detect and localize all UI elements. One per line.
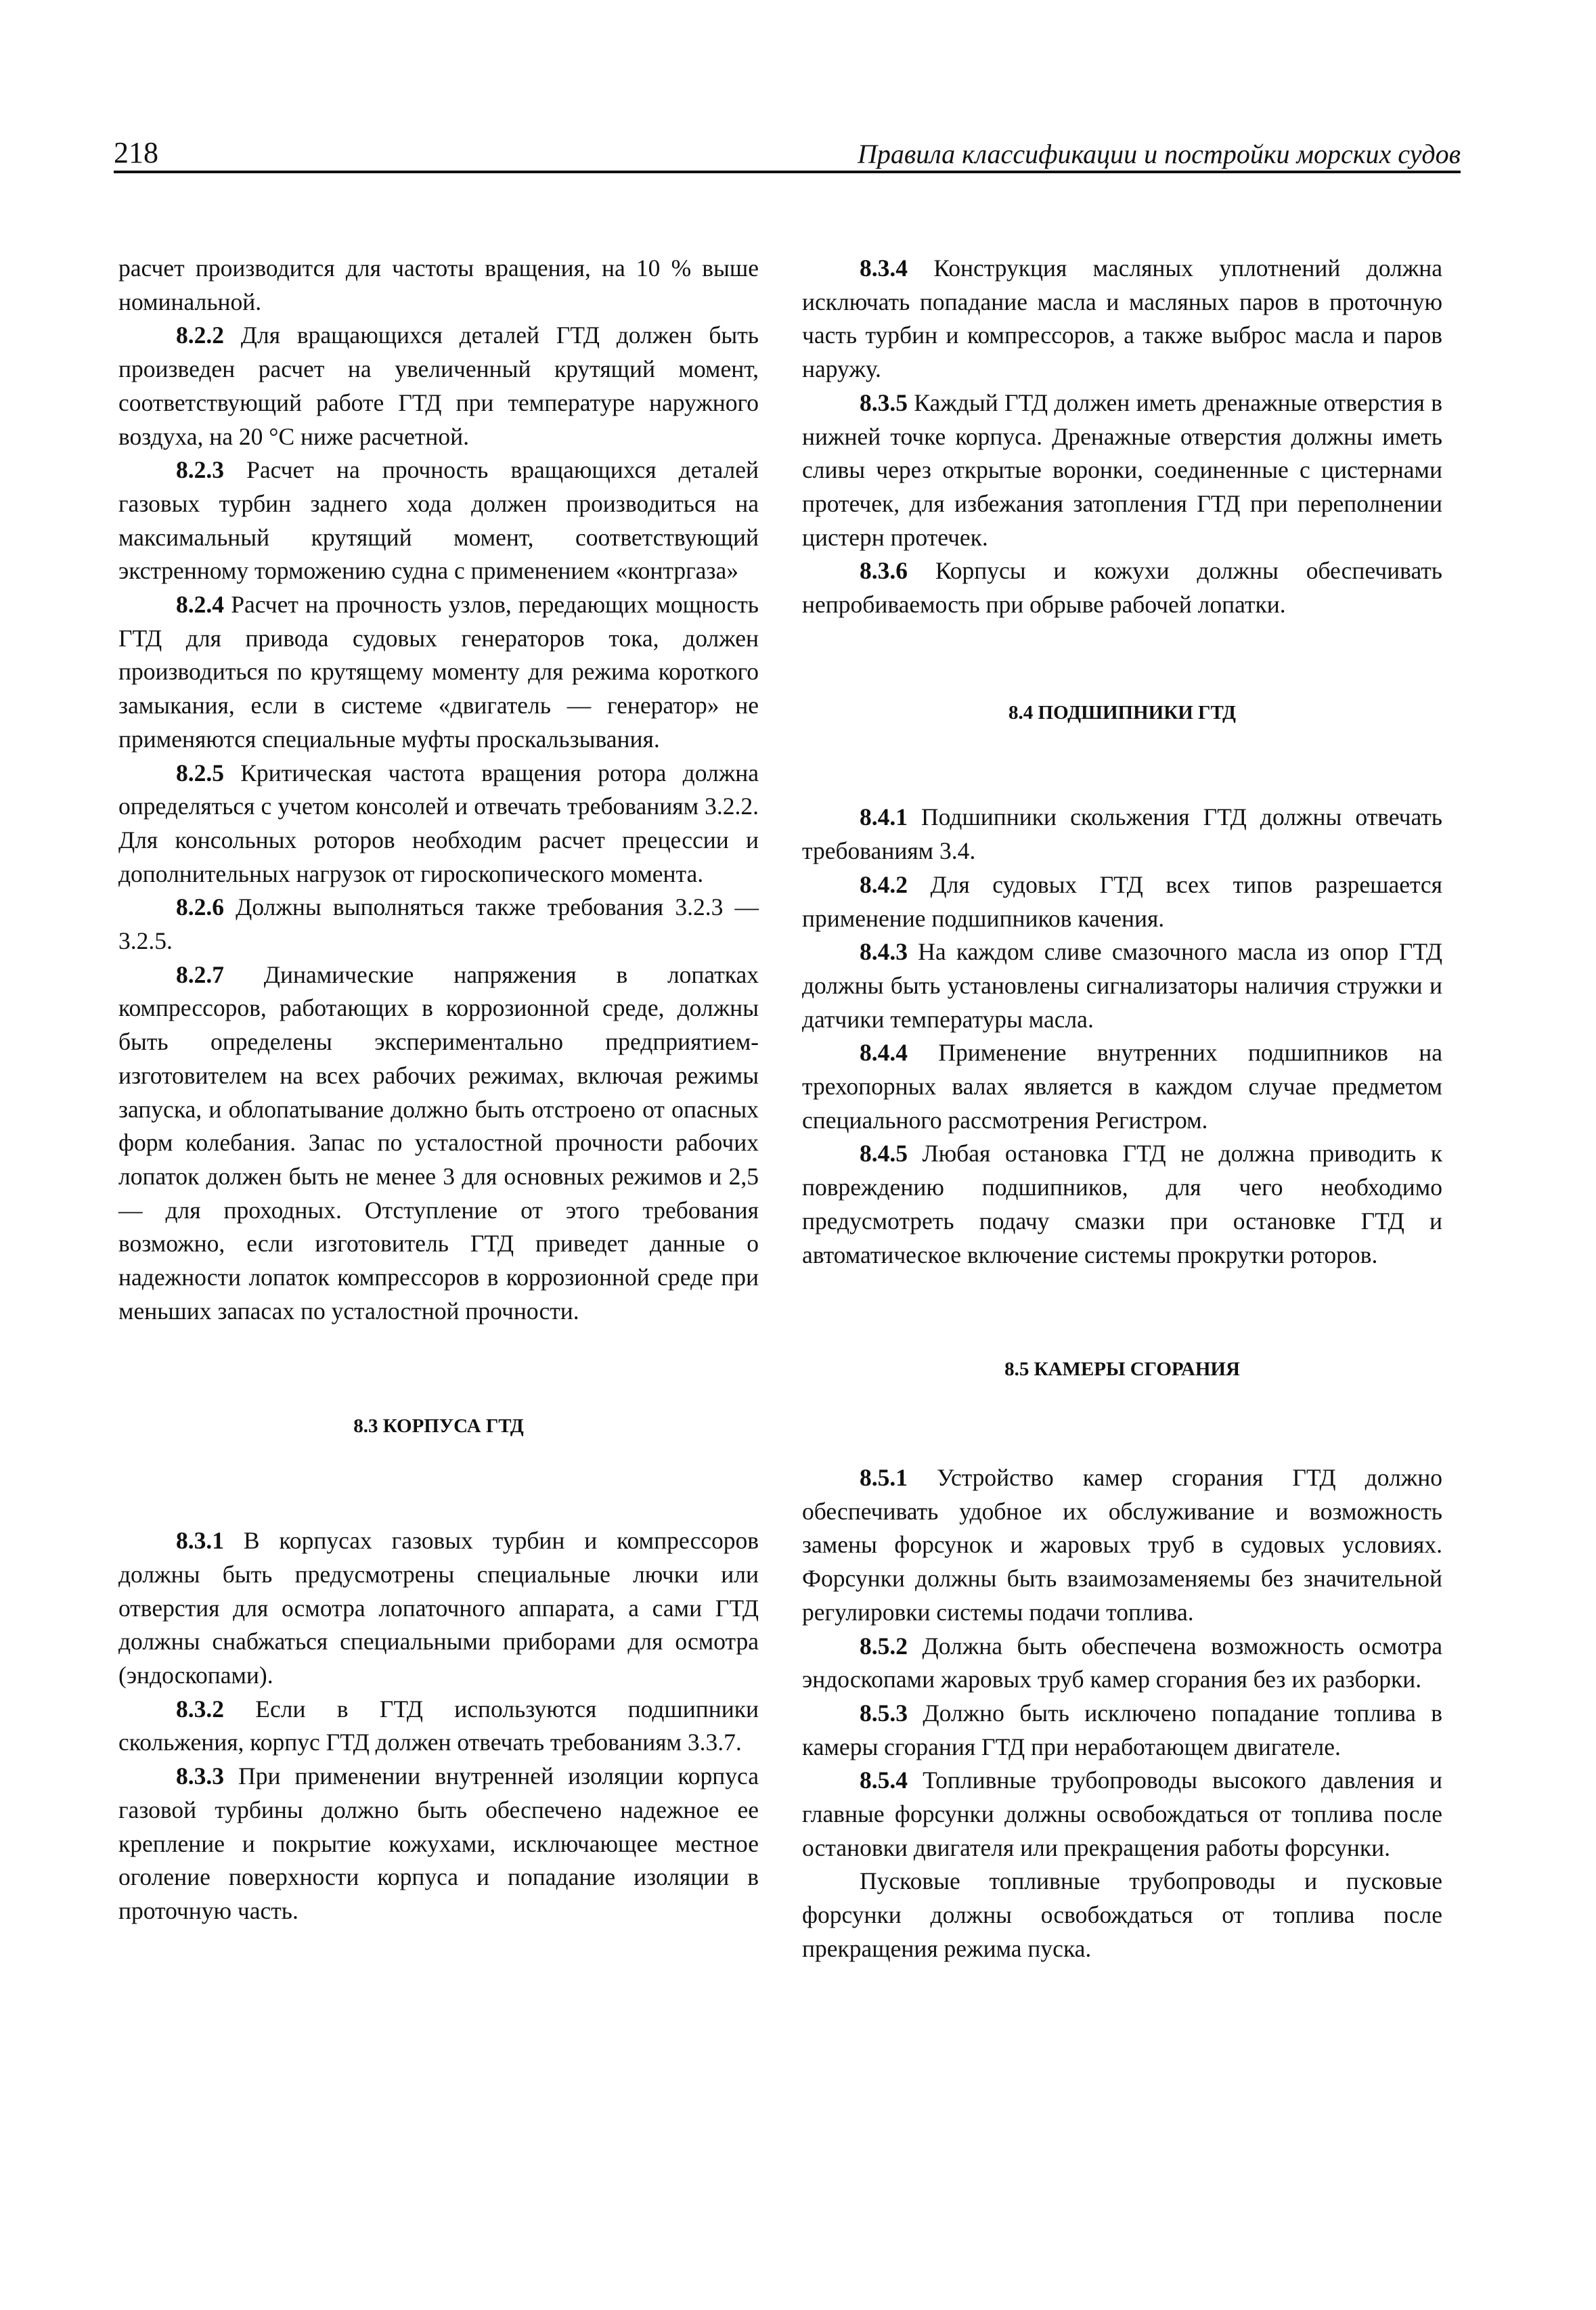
clause-number: 8.4.4 [860,1039,908,1067]
paragraph-8-2-4 [118,588,759,757]
clause-text: Корпусы и кожухи должны обеспечивать непробиваемость при обрыве рабочей лопатки. [802,557,1442,619]
clause-text: Критическая частота вращения ротора должна определяться с учетом консолей и отвечать требованиям 3.2.2. Для консольных роторов необходим расчет прецессии и дополнительных нагрузок от гироскопического момента. [118,759,759,887]
section-heading-8-5: 8.5 КАМЕРЫ СГОРАНИЯ [1004,1358,1240,1381]
clause-text: Каждый ГТД должен иметь дренажные отверстия в нижней точке корпуса. Дренажные отверстия должны иметь сливы через открытые воронки, соединенные с цистернами протечек, для избежания затопления ГТД при переполнении цистерн протечек. [802,388,1442,551]
clause-number: 8.3.2 [176,1695,224,1723]
paragraph-8-2-6 [118,891,759,958]
clause-text: Должны выполняться также требования 3.2.3 — 3.2.5. [118,893,759,955]
clause-number: 8.2.5 [176,759,224,786]
clause-text: Должна быть обеспечена возможность осмотра эндоскопами жаровых труб камер сгорания без их разборки. [802,1632,1442,1693]
paragraph-8-3-4 [802,252,1442,386]
clause-number: 8.2.3 [176,456,224,484]
clause-number: 8.3.1 [176,1527,224,1555]
paragraph-8-4-4 [802,1036,1442,1137]
clause-number: 8.4.3 [860,938,908,966]
clause-number: 8.4.5 [860,1140,908,1168]
right-column [802,252,1442,1966]
clause-number: 8.5.3 [860,1699,908,1727]
clause-number: 8.2.2 [176,321,224,349]
page-number: 218 [114,136,158,169]
clause-text: При применении внутренней изоляции корпуса газовой турбины должно быть обеспечено надежное ее крепление и покрытие кожухами, исключающее местное оголение поверхности корпуса и попадание изоляции в проточную часть. [118,1762,759,1924]
clause-text: Подшипники скольжения ГТД должны отвечать требованиям 3.4. [802,803,1442,865]
clause-text: Топливные трубопроводы высокого давления и главные форсунки должны освобождаться от топлива после остановки двигателя или прекращения работы форсунки. [802,1767,1442,1861]
paragraph-8-2-7 [118,958,759,1329]
clause-text: Расчет на прочность вращающихся деталей газовых турбин заднего хода должен производиться на максимальный крутящий момент, соответствующий экстренному торможению судна с применением «контргаза» [118,456,759,585]
paragraph-8-3-1 [118,1524,759,1693]
paragraph-8-4-3 [802,935,1442,1036]
paragraph-8-3-6 [802,554,1442,621]
clause-number: 8.2.7 [176,960,224,988]
clause-text: Расчет на прочность узлов, передающих мощность ГТД для привода судовых генераторов тока, должен производиться по крутящему моменту для режима короткого замыкания, если в системе «двигатель — генератор» не применяются специальные муфты проскальзывания. [118,591,759,753]
section-heading-8-3: 8.3 КОРПУСА ГТД [353,1415,524,1437]
paragraph-8-5-4 [802,1764,1442,1865]
clause-text: В корпусах газовых турбин и компрессоров должны быть предусмотрены специальные лючки или отверстия для осмотра лопаточного аппарата, а сами ГТД должны снабжаться специальными приборами для осмотра (эндоскопами). [118,1527,759,1689]
paragraph-8-2-5 [118,757,759,891]
clause-text: Конструкция масляных уплотнений должна исключать попадание масла и масляных паров в проточную часть турбин и компрессоров, а также выброс масла и паров наружу. [802,254,1442,383]
clause-number: 8.3.4 [860,254,908,282]
clause-number: 8.3.5 [860,388,908,416]
page-header [114,135,1461,173]
clause-text: Должно быть исключено попадание топлива в камеры сгорания ГТД при неработающем двигателе. [802,1699,1442,1760]
clause-text: Для вращающихся деталей ГТД должен быть произведен расчет на увеличенный крутящий момент, соответствующий работе ГТД при температуре наружного воздуха, на 20 °С ниже расчетной. [118,321,759,450]
paragraph-8-3-3 [118,1760,759,1928]
clause-text: Если в ГТД используются подшипники скольжения, корпус ГТД должен отвечать требованиям 3.3.7. [118,1695,759,1756]
paragraph-8-4-1 [802,801,1442,868]
clause-number: 8.2.6 [176,893,224,921]
paragraph-8-3-5 [802,386,1442,555]
clause-text: Устройство камер сгорания ГТД должно обеспечивать удобное их обслуживание и возможность замены форсунок и жаровых труб в судовых условиях. Форсунки должны быть взаимозаменяемы без значительной регулировки системы подачи топлива. [802,1463,1442,1626]
paragraph-continuation: расчет производится для частоты вращения, на 10 % выше номинальной. [118,254,759,315]
clause-number: 8.3.3 [176,1762,224,1790]
paragraph-launch-fuel: Пусковые топливные трубопроводы и пусковые форсунки должны освобождаться от топлива после прекращения режима пуска. [802,1867,1442,1962]
clause-text: Для судовых ГТД всех типов разрешается применение подшипников качения. [802,870,1442,932]
paragraph-8-3-2 [118,1693,759,1760]
paragraph-8-4-2 [802,868,1442,935]
clause-number: 8.4.2 [860,870,908,898]
paragraph-8-5-3 [802,1697,1442,1764]
clause-number: 8.3.6 [860,557,908,585]
clause-number: 8.5.1 [860,1463,908,1491]
clause-number: 8.4.1 [860,803,908,831]
running-title: Правила классификации и постройки морских судов [857,139,1461,169]
clause-number: 8.2.4 [176,591,224,619]
clause-number: 8.5.4 [860,1767,908,1794]
paragraph-8-4-5 [802,1137,1442,1272]
header-rule [114,171,1461,173]
clause-text: На каждом сливе смазочного масла из опор ГТД должны быть установлены сигнализаторы наличия стружки и датчики температуры масла. [802,938,1442,1033]
paragraph-8-5-2 [802,1630,1442,1697]
left-column [118,252,759,1928]
paragraph-8-2-3 [118,453,759,588]
clause-number: 8.5.2 [860,1632,908,1660]
clause-text: Динамические напряжения в лопатках компрессоров, работающих в коррозионной среде, должны быть определены экспериментально предприятием-изготовителем на всех рабочих режимах, включая режимы запуска, и облопатывание должно быть отстроено от опасных форм колебания. Запас по усталостной прочности рабочих лопаток должен быть не менее 3 для основных режимов и 2,5 — для проходных. Отступление от этого требования возможно, если изготовитель ГТД приведет данные о надежности лопаток компрессоров в коррозионной среде при меньших запасах по усталостной прочности. [118,960,759,1325]
clause-text: Применение внутренних подшипников на трехопорных валах является в каждом случае предметом специального рассмотрения Регистром. [802,1039,1442,1134]
paragraph-8-2-2 [118,319,759,453]
clause-text: Любая остановка ГТД не должна приводить к повреждению подшипников, для чего необходимо предусмотреть подачу смазки при остановке ГТД и автоматическое включение системы прокрутки роторов. [802,1140,1442,1268]
section-heading-8-4: 8.4 ПОДШИПНИКИ ГТД [1008,701,1236,724]
paragraph-8-5-1 [802,1461,1442,1630]
